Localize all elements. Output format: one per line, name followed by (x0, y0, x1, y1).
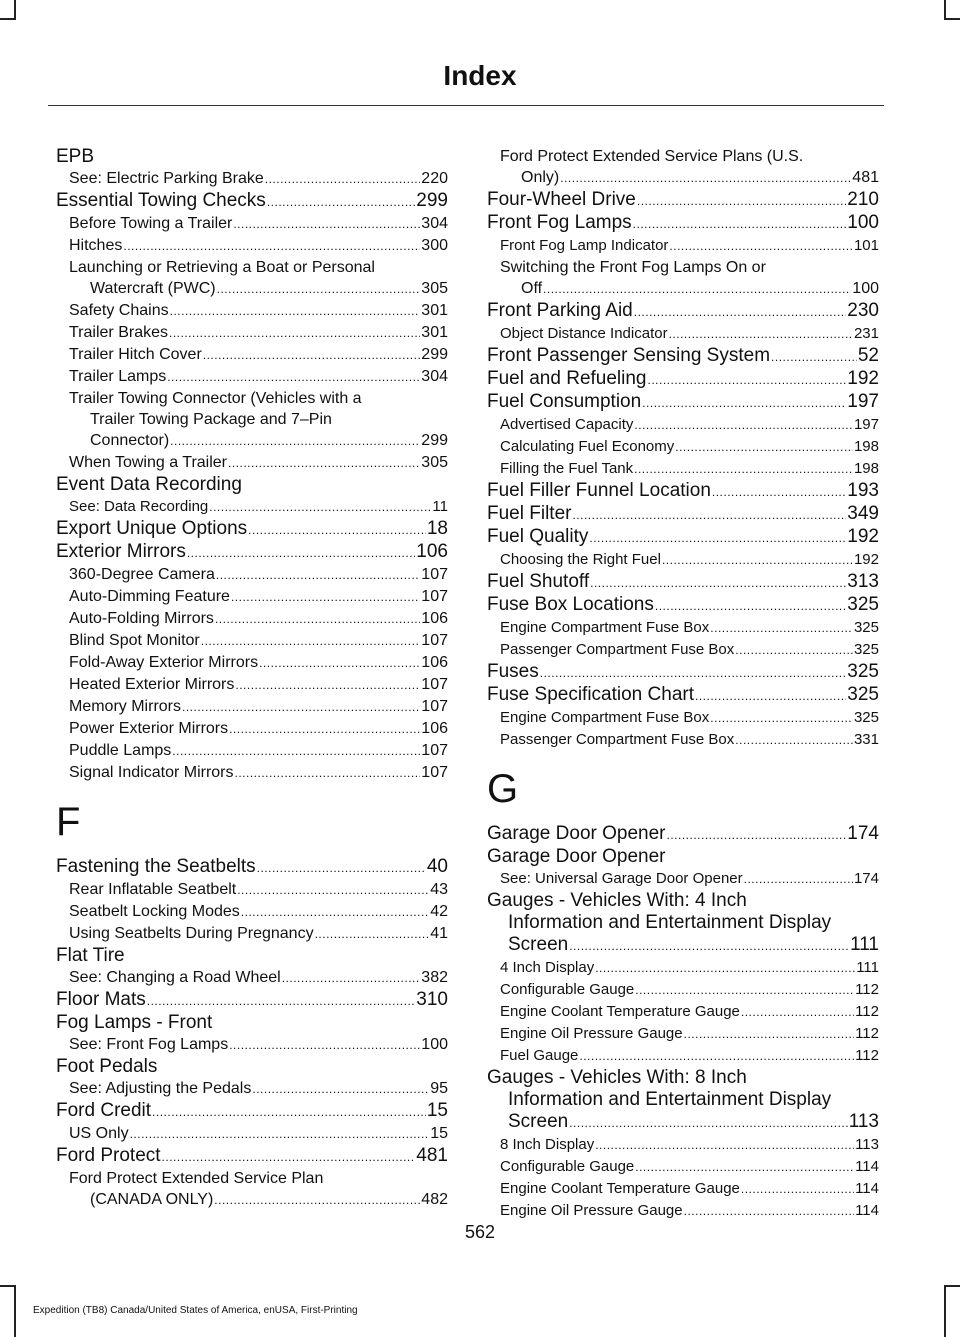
index-heading: Fog Lamps - Front (56, 1012, 213, 1033)
index-subentry[interactable]: Calculating Fuel Economy ..... 198 (487, 436, 879, 458)
index-subentry[interactable]: Auto-Folding Mirrors ..... 106 (56, 608, 448, 630)
index-subentry[interactable]: Passenger Compartment Fuse Box ..... 325 (487, 639, 879, 661)
crop-mark (14, 1285, 16, 1337)
index-heading[interactable]: Fuel Consumption ..... 197 (487, 391, 879, 414)
index-subentry[interactable]: Auto-Dimming Feature ..... 107 (56, 586, 448, 608)
index-column-left (56, 146, 448, 1211)
header-divider (48, 105, 884, 106)
index-subentry[interactable]: Front Fog Lamp Indicator ..... 101 (487, 235, 879, 257)
index-heading[interactable]: Fuse Specification Chart ..... 325 (487, 684, 879, 707)
index-subentry[interactable]: Engine Oil Pressure Gauge ..... 114 (487, 1200, 879, 1222)
index-heading[interactable]: Fuel Shutoff ..... 313 (487, 571, 879, 594)
index-subentry[interactable]: Choosing the Right Fuel ..... 192 (487, 549, 879, 571)
index-heading[interactable]: Essential Towing Checks ..... 299 (56, 190, 448, 213)
index-subentry[interactable]: Fuel Gauge ..... 112 (487, 1045, 879, 1067)
index-heading[interactable]: Garage Door Opener ..... 174 (487, 823, 879, 846)
index-subentry[interactable]: Using Seatbelts During Pregnancy ..... 41 (56, 923, 448, 945)
index-subentry[interactable]: Before Towing a Trailer ..... 304 (56, 213, 448, 235)
index-heading[interactable]: Ford Credit ..... 15 (56, 1100, 448, 1123)
index-subentry[interactable]: Engine Coolant Temperature Gauge ..... 114 (487, 1178, 879, 1200)
index-subentry[interactable]: Signal Indicator Mirrors ..... 107 (56, 762, 448, 784)
index-heading[interactable]: Ford Protect ..... 481 (56, 1145, 448, 1168)
index-see-entry[interactable]: See: Front Fog Lamps ..... 100 (56, 1034, 448, 1056)
index-subentry[interactable]: Seatbelt Locking Modes ..... 42 (56, 901, 448, 923)
index-subentry-line: Trailer Towing Package and 7–Pin (90, 411, 332, 428)
index-subentry[interactable]: Configurable Gauge ..... 114 (487, 1156, 879, 1178)
index-subentry[interactable]: Memory Mirrors ..... 107 (56, 696, 448, 718)
index-subentry[interactable]: (CANADA ONLY) ..... 482 (56, 1189, 448, 1211)
index-subentry[interactable]: Rear Inflatable Seatbelt ..... 43 (56, 879, 448, 901)
index-subentry[interactable]: 360-Degree Camera ..... 107 (56, 564, 448, 586)
index-heading-line: Information and Entertainment Display (508, 912, 832, 933)
index-heading[interactable]: Screen ..... 111 (487, 934, 879, 957)
index-subentry[interactable]: Passenger Compartment Fuse Box ..... 331 (487, 729, 879, 751)
crop-mark (944, 1285, 960, 1287)
index-see-entry[interactable]: See: Changing a Road Wheel ..... 382 (56, 967, 448, 989)
index-heading[interactable]: Export Unique Options ..... 18 (56, 518, 448, 541)
index-subentry[interactable]: Engine Compartment Fuse Box ..... 325 (487, 617, 879, 639)
index-subentry-line: Ford Protect Extended Service Plan (69, 1170, 324, 1187)
index-heading[interactable]: Front Parking Aid ..... 230 (487, 300, 879, 323)
crop-mark (14, 0, 16, 20)
index-subentry[interactable]: 4 Inch Display ..... 111 (487, 957, 879, 979)
index-subentry[interactable]: Trailer Hitch Cover ..... 299 (56, 344, 448, 366)
index-subentry[interactable]: Safety Chains ..... 301 (56, 300, 448, 322)
index-heading[interactable]: Four-Wheel Drive ..... 210 (487, 189, 879, 212)
index-heading-line: Information and Entertainment Display (508, 1089, 832, 1110)
index-heading[interactable]: Fuel Filter ..... 349 (487, 503, 879, 526)
index-subentry[interactable]: Connector) ..... 299 (56, 430, 448, 452)
footer-edition-note: Expedition (TB8) Canada/United States of America, enUSA, First-Printing (33, 1305, 358, 1316)
index-heading[interactable]: Fuel Filler Funnel Location ..... 193 (487, 480, 879, 503)
index-heading: EPB (56, 146, 95, 167)
index-heading[interactable]: Fuel and Refueling ..... 192 (487, 368, 879, 391)
index-heading: Gauges - Vehicles With: 8 Inch (487, 1067, 747, 1088)
index-subentry[interactable]: Off ..... 100 (487, 278, 879, 300)
index-see-entry[interactable]: See: Data Recording ..... 11 (56, 496, 448, 518)
index-subentry[interactable]: Trailer Brakes ..... 301 (56, 322, 448, 344)
crop-mark (944, 0, 946, 20)
index-column-right (487, 146, 879, 1222)
index-heading: Flat Tire (56, 945, 125, 966)
index-heading[interactable]: Fuses ..... 325 (487, 661, 879, 684)
index-heading[interactable]: Exterior Mirrors ..... 106 (56, 541, 448, 564)
index-subentry-line: Switching the Front Fog Lamps On or (500, 259, 766, 276)
index-subentry[interactable]: Filling the Fuel Tank ..... 198 (487, 458, 879, 480)
index-subentry-line: Ford Protect Extended Service Plans (U.S. (500, 148, 804, 165)
index-subentry[interactable]: When Towing a Trailer ..... 305 (56, 452, 448, 474)
section-letter: G (487, 767, 519, 811)
index-subentry-line: Trailer Towing Connector (Vehicles with a (69, 390, 362, 407)
index-heading[interactable]: Front Fog Lamps ..... 100 (487, 212, 879, 235)
index-subentry[interactable]: 8 Inch Display ..... 113 (487, 1134, 879, 1156)
index-subentry[interactable]: Hitches ..... 300 (56, 235, 448, 257)
index-subentry[interactable]: Object Distance Indicator ..... 231 (487, 323, 879, 345)
index-heading[interactable]: Floor Mats ..... 310 (56, 989, 448, 1012)
index-heading: Gauges - Vehicles With: 4 Inch (487, 890, 747, 911)
crop-mark (0, 1285, 16, 1287)
index-see-entry[interactable]: See: Adjusting the Pedals ..... 95 (56, 1078, 448, 1100)
index-subentry[interactable]: Engine Compartment Fuse Box ..... 325 (487, 707, 879, 729)
page-title: Index (443, 60, 517, 91)
index-heading: Garage Door Opener (487, 846, 666, 867)
index-heading[interactable]: Fastening the Seatbelts ..... 40 (56, 856, 448, 879)
crop-mark (944, 18, 960, 20)
page-number: 562 (464, 1222, 496, 1242)
index-heading[interactable]: Front Passenger Sensing System ..... 52 (487, 345, 879, 368)
crop-mark (0, 18, 16, 20)
index-subentry[interactable]: Fold-Away Exterior Mirrors ..... 106 (56, 652, 448, 674)
index-subentry[interactable]: Configurable Gauge ..... 112 (487, 979, 879, 1001)
index-heading: Foot Pedals (56, 1056, 158, 1077)
section-letter: F (56, 800, 81, 844)
index-subentry[interactable]: Blind Spot Monitor ..... 107 (56, 630, 448, 652)
index-see-entry[interactable]: See: Universal Garage Door Opener ..... 174 (487, 868, 879, 890)
index-subentry[interactable]: Watercraft (PWC) ..... 305 (56, 278, 448, 300)
crop-mark (944, 1285, 946, 1337)
index-subentry[interactable]: Engine Oil Pressure Gauge ..... 112 (487, 1023, 879, 1045)
index-heading[interactable]: Fuel Quality ..... 192 (487, 526, 879, 549)
index-subentry[interactable]: Only) ..... 481 (487, 167, 879, 189)
index-subentry[interactable]: US Only ..... 15 (56, 1123, 448, 1145)
index-heading[interactable]: Screen ..... 113 (487, 1111, 879, 1134)
index-subentry-line: Launching or Retrieving a Boat or Personal (69, 259, 375, 276)
index-see-entry[interactable]: See: Electric Parking Brake ..... 220 (56, 168, 448, 190)
index-subentry[interactable]: Trailer Lamps ..... 304 (56, 366, 448, 388)
index-subentry[interactable]: Engine Coolant Temperature Gauge ..... 112 (487, 1001, 879, 1023)
index-subentry[interactable]: Puddle Lamps ..... 107 (56, 740, 448, 762)
index-subentry[interactable]: Advertised Capacity ..... 197 (487, 414, 879, 436)
index-subentry[interactable]: Heated Exterior Mirrors ..... 107 (56, 674, 448, 696)
index-heading: Event Data Recording (56, 474, 242, 495)
index-subentry[interactable]: Power Exterior Mirrors ..... 106 (56, 718, 448, 740)
index-heading[interactable]: Fuse Box Locations ..... 325 (487, 594, 879, 617)
